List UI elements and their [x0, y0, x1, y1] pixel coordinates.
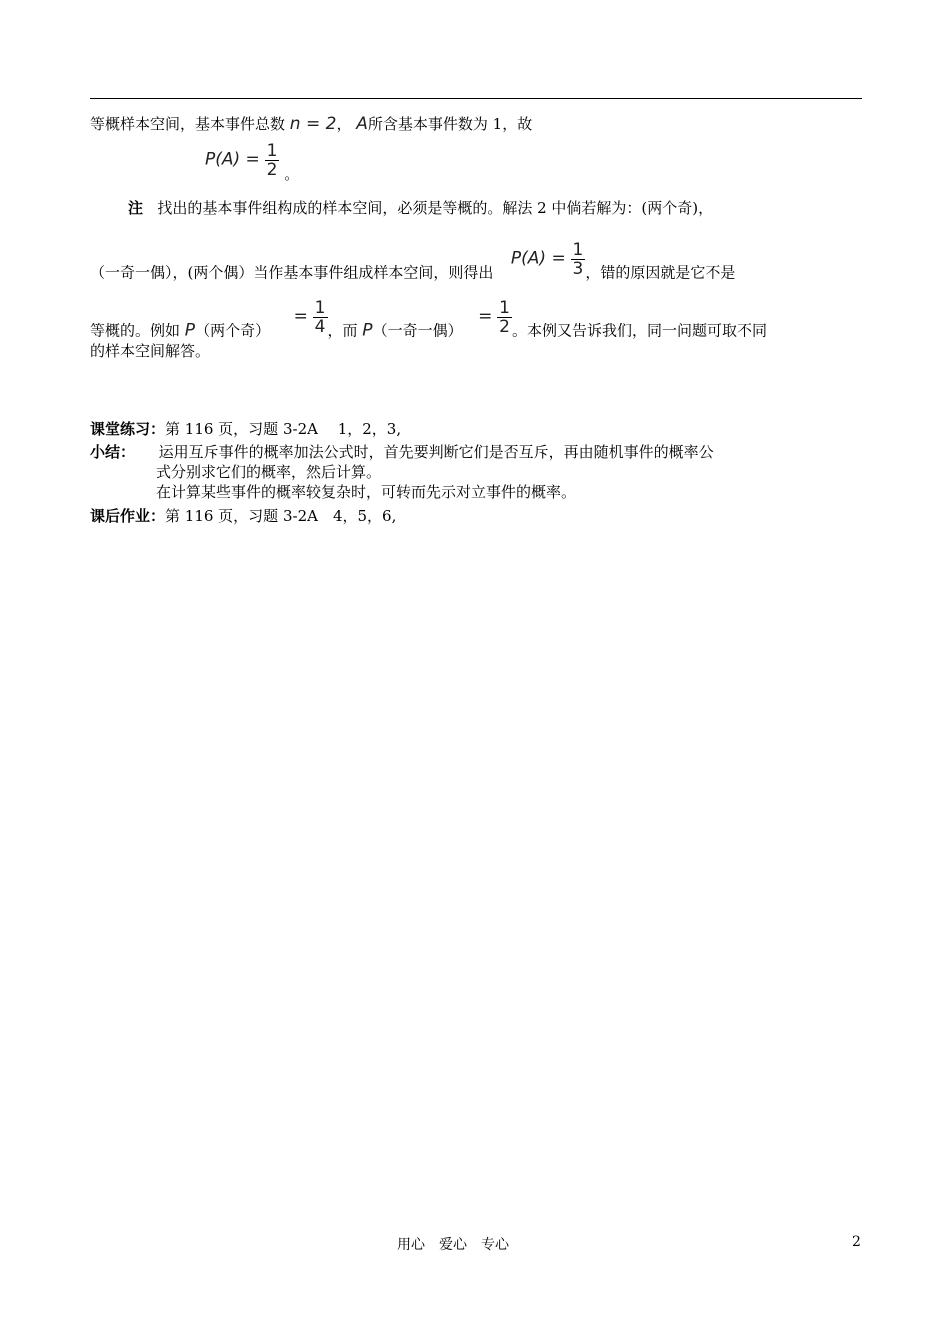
text-segment: 等概样本空间，基本事件总数	[90, 115, 286, 133]
math-n-equals: n = 2	[289, 114, 337, 134]
footer-motto: 用心 爱心 专心	[397, 1237, 509, 1253]
homework-text: 第 116 页，习题 3-2A 4，5，6,	[165, 507, 397, 525]
text-segment: （一奇一偶），(两个偶）当作基本事件组成样本空间，则得出	[90, 263, 494, 282]
text-segment: ，而	[327, 321, 358, 340]
math-P: P	[362, 320, 373, 341]
text-segment: 。本例又告诉我们，同一问题可取不同	[512, 321, 768, 340]
period: 。	[284, 164, 300, 183]
formula-pa-half	[205, 141, 300, 183]
text-segment: 找出的基本事件组构成的样本空间，必须是等概的。解法 2 中倘若解为：(两个奇)，	[157, 199, 714, 217]
fraction	[497, 299, 512, 336]
denominator: 2	[499, 317, 510, 337]
numerator: 1	[572, 240, 584, 260]
numerator: 1	[314, 298, 326, 318]
text-segment: ，错的原因就是它不是	[585, 263, 736, 282]
note-line-4	[90, 340, 210, 362]
numerator: 1	[499, 298, 510, 318]
header-rule	[90, 98, 862, 99]
summary-line-2	[156, 461, 381, 483]
math-pa: P(A) =	[205, 149, 260, 170]
fraction	[265, 142, 280, 179]
math-pa: P(A) =	[510, 248, 566, 269]
fraction	[313, 299, 328, 336]
summary-label: 小结：	[90, 443, 136, 461]
note-line-1	[128, 197, 713, 219]
equals-sign: =	[293, 306, 308, 327]
text-segment: ，	[336, 115, 352, 133]
text-line-1	[90, 113, 532, 135]
text-segment: 所含基本事件数为 1，故	[367, 115, 533, 133]
fraction	[571, 241, 586, 278]
numerator: 1	[266, 141, 278, 161]
denominator: 4	[314, 317, 326, 337]
text-segment: （两个奇）	[195, 321, 271, 340]
homework-label: 课后作业：	[90, 507, 166, 525]
summary-line-3	[156, 481, 576, 503]
text-segment: 等概的。例如	[90, 321, 181, 340]
text-segment: 式分别求它们的概率，然后计算。	[156, 463, 382, 481]
text-segment: （一奇一偶）	[372, 321, 463, 340]
text-segment: 运用互斥事件的概率加法公式时，首先要判断它们是否互斥，再由随机事件的概率公	[158, 443, 714, 461]
homework-line	[90, 505, 396, 527]
page-number: 2	[852, 1234, 861, 1250]
practice-text: 第 116 页，习题 3-2A 1，2，3,	[165, 420, 402, 438]
note-line-2	[90, 240, 736, 292]
denominator: 2	[266, 160, 278, 180]
text-segment: 的样本空间解答。	[90, 342, 211, 360]
practice-label: 课堂练习：	[90, 420, 166, 438]
practice-line	[90, 418, 401, 440]
math-P: P	[184, 320, 196, 341]
summary-line-1	[90, 441, 714, 463]
denominator: 3	[572, 259, 584, 279]
note-label: 注	[128, 199, 144, 217]
text-segment: 在计算某些事件的概率较复杂时，可转而先示对立事件的概率。	[156, 483, 577, 501]
equals-sign: =	[478, 306, 493, 327]
math-A: A	[356, 114, 368, 134]
